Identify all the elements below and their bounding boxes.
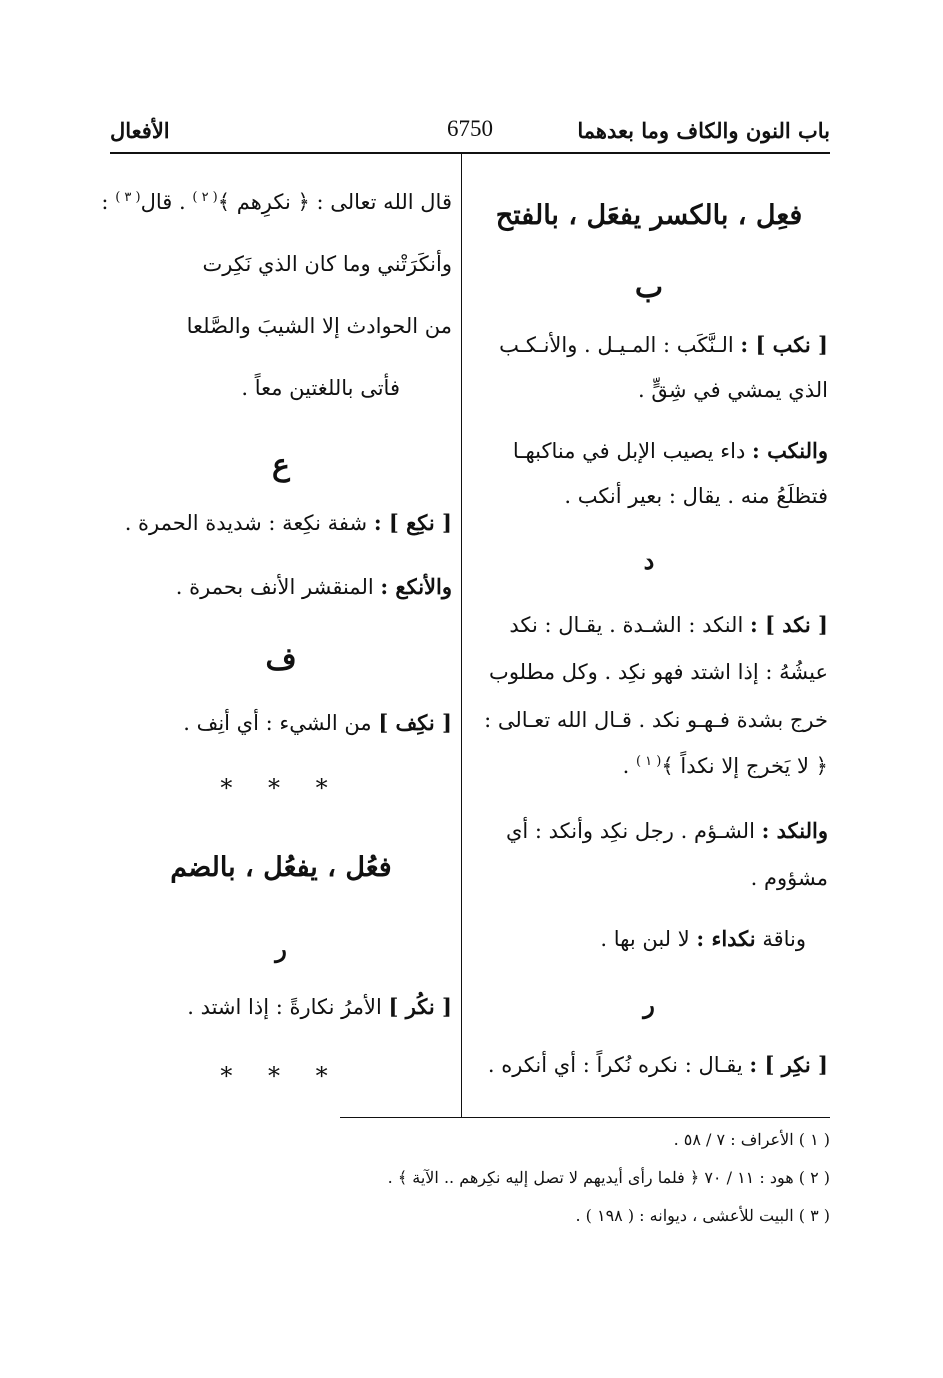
headword: [ نكُر ]	[388, 994, 452, 1019]
citation-line	[101, 190, 452, 214]
entry-nakb	[499, 332, 828, 357]
entry-text: الأمرُ نكارةً : إذا اشتد .	[187, 995, 389, 1019]
entry-text: المنقشر الأنف بحمرة .	[175, 575, 381, 599]
poem-verse-1: وأنكَرَتْني وما كان الذي نَكِرت	[202, 252, 452, 276]
footnote-rule	[340, 1117, 830, 1118]
header-rule	[110, 152, 830, 154]
entry-ankaa	[176, 574, 452, 599]
chapter-title: باب النون والكاف وما بعدهما	[577, 118, 830, 143]
entry-line: عيشُهُ : إذا اشتد فهو نكِد . وكل مطلوب	[489, 660, 828, 684]
entry-text: الـنَّكَب : المـيـل . والأنـكـب	[499, 333, 741, 357]
letter-heading-r: ر	[643, 990, 655, 1019]
entry-text: . قال	[140, 190, 193, 214]
letter-heading-ain: ع	[272, 448, 290, 483]
separator-stars: * * *	[220, 1062, 342, 1090]
quote-text: ﴿ لا يَخرج إلا نكداً ﴾	[661, 754, 828, 778]
headword: [ نكِع ] :	[373, 510, 452, 535]
footnote-ref: ( ١ )	[635, 754, 662, 769]
letter-heading-b: ب	[634, 270, 664, 305]
entry-nakda	[600, 926, 806, 951]
entry-line: فأتى باللغتين معاً .	[241, 376, 400, 400]
poem-verse-2: من الحوادث إلا الشيبَ والصَّلعا	[186, 314, 452, 338]
entry-nakaa	[125, 510, 452, 535]
footnote-3: ( ٣ ) البيت للأعشى ، ديوانه : ( ١٩٨ ) .	[575, 1206, 830, 1225]
letter-heading-r: ر	[275, 934, 287, 963]
entry-line: خرج بشدة فـهـو نكد . قـال الله تعـالى :	[484, 708, 828, 732]
entry-line: مشؤوم .	[750, 866, 828, 890]
entry-text: من الشيء : أي أنِف .	[183, 711, 379, 735]
footnote-2: ( ٢ ) هود : ١١ / ٧٠ ﴿ فلما رأى أيديهم لا تصل إليه نكِرهم .. الآية ﴾ .	[387, 1168, 830, 1187]
entry-line: الذي يمشي في شِقٍّ .	[638, 378, 828, 402]
footnote-ref: ( ٣ )	[115, 190, 141, 205]
entry-nakur	[187, 994, 452, 1019]
entry-nakd-2	[506, 818, 828, 843]
separator-stars: * * *	[220, 774, 342, 802]
entry-nakb-2	[513, 438, 828, 463]
quran-quote	[623, 754, 828, 778]
letter-heading-f: ف	[265, 642, 297, 677]
entry-text: يقـال : نكره نُكراً : أي أنكره .	[487, 1053, 750, 1077]
section-heading: فعُل ، يفعُل ، بالضم	[170, 852, 392, 883]
entry-text: وناقة	[755, 927, 806, 951]
headword: [ نكب ] :	[740, 332, 828, 357]
headword: والنكب :	[752, 438, 828, 463]
entry-text: داء يصيب الإبل في مناكبهـا	[512, 439, 752, 463]
headword: والأنكع :	[380, 574, 452, 599]
entry-text: شفة نكِعة : شديدة الحمرة .	[124, 511, 374, 535]
entry-text: النكد : الشـدة . يقـال : نكد	[509, 613, 750, 637]
footnote-1: ( ١ ) الأعراف : ٧ / ٥٨ .	[673, 1130, 830, 1149]
entry-text: .	[622, 754, 636, 778]
entry-text: :	[101, 190, 116, 214]
entry-line: فتظلَعُ منه . يقال : بعير أنكب .	[564, 484, 828, 508]
headword: [ نكد ] :	[749, 612, 828, 637]
column-divider	[461, 153, 462, 1117]
entry-nakif	[183, 710, 452, 735]
headword: [ نكِف ]	[378, 710, 452, 735]
entry-nakir	[488, 1052, 828, 1077]
headword: [ نكِر ] :	[749, 1052, 828, 1077]
footnote-ref: ( ٢ )	[192, 190, 218, 205]
entry-text: الشـؤم . رجل نكِد وأنكد : أي	[505, 819, 762, 843]
section-title: الأفعال	[110, 118, 170, 143]
entry-text: لا لبن بها .	[600, 927, 697, 951]
letter-heading-d: د	[643, 546, 655, 575]
entry-text: قال الله تعالى : ﴿ نكرِهم ﴾	[217, 190, 452, 214]
headword: والنكد :	[761, 818, 828, 843]
headword: نكداء :	[696, 926, 756, 951]
section-heading: فعِل ، بالكسر يفعَل ، بالفتح	[495, 200, 803, 231]
entry-nakd	[509, 612, 828, 637]
page-header	[110, 112, 830, 152]
page-number: 6750	[447, 116, 493, 141]
